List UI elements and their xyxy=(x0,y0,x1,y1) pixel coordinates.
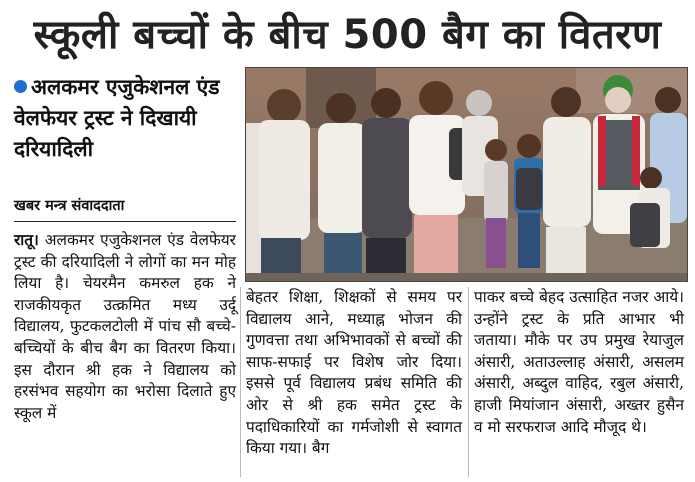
news-photo xyxy=(245,67,688,282)
dateline: रातू। xyxy=(14,231,39,249)
body-column-3: पाकर बच्चे बेहद उत्साहित नजर आये। उन्होंने ट्रस्ट के प्रति आभार भी जताया। मौके पर उप प्रमुख रेयाजुल अंसारी, अताउल्लाह अंसारी, असलम अंसारी, अब्दुल वाहिद, रबुल अंसारी, हाजी मियांजान अंसारी, अख्तर हुसैन व मो सरफराज आदि मौजूद थे। xyxy=(474,288,684,436)
subheadline-text: अलकमर एजुकेशनल एंड वेलफेयर ट्रस्ट ने दिखायी दरियादिली xyxy=(14,75,220,161)
body-column-2: बेहतर शिक्षा, शिक्षकों से समय पर विद्यालय आने, मध्याह्न भोजन की गुणवत्ता तथा अभिभावकों से बच्चों की साफ-सफाई पर विशेष जोर दिया। इससे पूर्व विद्यालय प्रबंध समिति की ओर से श्री हक समेत ट्रस्ट के पदाधिकारियों का गर्मजोशी से स्वागत किया गया। बैग xyxy=(246,288,462,458)
column-divider xyxy=(240,287,241,477)
bullet-icon xyxy=(14,80,27,93)
group-photo-icon xyxy=(246,68,687,281)
byline: खबर मन्त्र संवाददाता xyxy=(14,195,236,222)
subheadline xyxy=(14,72,236,165)
column-divider xyxy=(468,287,469,477)
body-text-1: अलकमर एजुकेशनल एंड वेलफेयर ट्रस्ट की दरियादिली ने लोगों का मन मोह लिया है। चेयरमैन कमरुल हक ने राजकीयकृत उत्क्रमित मध्य उर्दू विद्यालय, फुटकलटोली में पांच सौ बच्चे-बच्चियों के बीच बैग का वितरण किया। इस दौरान श्री हक ने विद्यालय को हरसंभव सहयोग का भरोसा दिलाते हुए स्कूल में xyxy=(14,231,236,422)
body-column-1 xyxy=(14,230,236,424)
headline: स्कूली बच्चों के बीच 500 बैग का वितरण xyxy=(33,11,662,58)
